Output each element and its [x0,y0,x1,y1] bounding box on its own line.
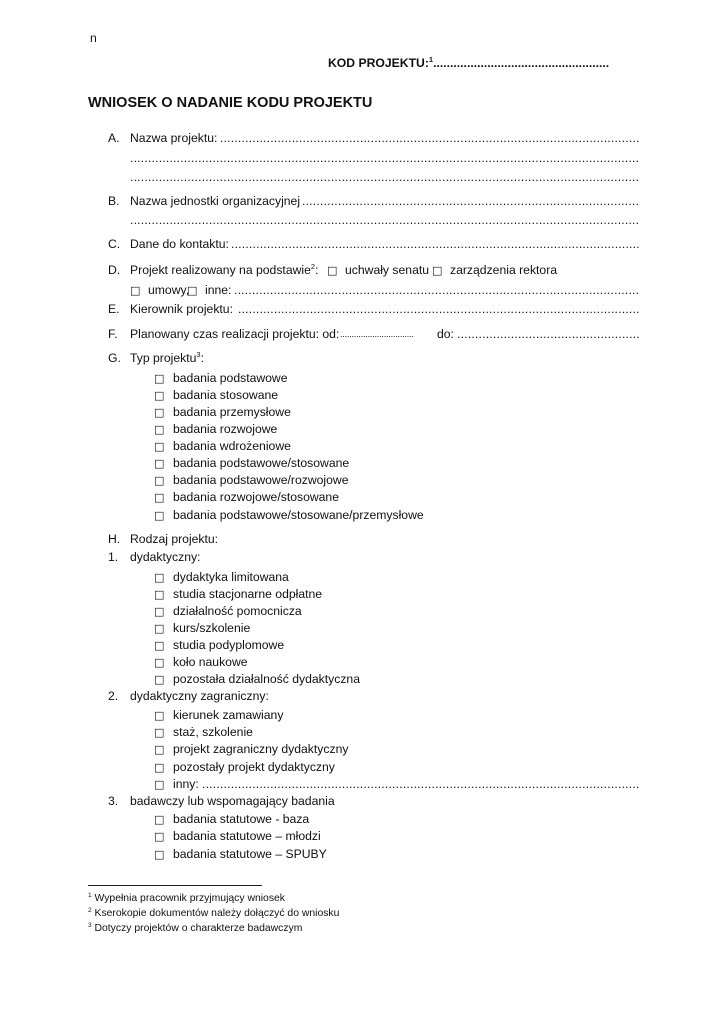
checkbox-icon[interactable]: □ [154,605,165,618]
project-type-option[interactable] [154,404,291,421]
project-type-option[interactable] [154,455,349,472]
foreign-didactic-option[interactable] [154,759,335,776]
project-type-label: badania rozwojowe [173,422,278,436]
field-g-colon: : [200,351,204,365]
didactic-option-label: kurs/szkolenie [173,621,251,635]
field-d-letter: D. [108,263,121,277]
foreign-didactic-option-label: pozostały projekt dydaktyczny [173,760,335,774]
field-h-label: Rodzaj projektu: [130,532,219,546]
basis-option-rector-label: zarządzenia rektora [450,263,558,277]
basis-option-senate[interactable] [327,262,429,279]
footnote-separator [88,885,262,886]
didactic-option[interactable] [154,620,250,637]
project-type-option[interactable] [154,438,291,455]
field-b-label: Nazwa jednostki organizacyjnej [130,194,301,208]
checkbox-icon[interactable]: □ [154,509,165,522]
project-type-option[interactable] [154,387,278,404]
didactic-option[interactable] [154,671,360,688]
field-b-letter: B. [108,194,120,208]
checkbox-icon[interactable]: □ [154,474,165,487]
project-manager-field[interactable] [238,301,639,317]
date-from-field[interactable]: ................................ [340,329,414,339]
checkbox-icon[interactable]: □ [154,639,165,652]
project-type-label: badania wdrożeniowe [173,439,291,453]
didactic-option-label: pozostała działalność dydaktyczna [173,672,360,686]
footnote-ref-3: 3 [196,350,201,359]
checkbox-icon[interactable]: □ [154,709,165,722]
project-type-option[interactable] [154,421,277,438]
footnote-ref-1: 1 [428,55,434,64]
footnote [88,907,339,920]
field-e-letter: E. [108,302,120,316]
field-d-label: Projekt realizowany na podstawie [130,263,311,277]
contact-field[interactable] [231,236,639,252]
group-2-label: dydaktyczny zagraniczny: [130,689,269,703]
project-type-option[interactable] [154,370,288,387]
project-type-label: badania rozwojowe/stosowane [173,490,339,504]
field-h-letter: H. [108,532,121,546]
project-type-option[interactable] [154,507,424,524]
basis-option-other[interactable] [187,282,231,299]
group-1-label: dydaktyczny: [130,550,201,564]
checkbox-icon[interactable]: □ [154,743,165,756]
checkbox-icon[interactable]: □ [154,622,165,635]
checkbox-icon[interactable]: □ [154,571,165,584]
project-code-label: KOD PROJEKTU: [328,56,429,70]
checkbox-icon[interactable]: □ [154,778,165,791]
checkbox-icon[interactable]: □ [154,813,165,826]
field-d-line-1 [130,262,318,278]
project-type-label: badania podstawowe [173,371,288,385]
checkbox-icon[interactable]: □ [154,588,165,601]
field-g-line [130,350,204,366]
didactic-option[interactable] [154,637,284,654]
didactic-option-label: studia stacjonarne odpłatne [173,587,323,601]
unit-name-field-2[interactable] [130,212,639,228]
didactic-option-label: dydaktyka limitowana [173,570,289,584]
checkbox-icon[interactable]: □ [154,389,165,402]
field-d-colon: : [315,263,319,277]
didactic-option-label: działalność pomocnicza [173,604,302,618]
basis-option-rector[interactable] [432,262,557,279]
didactic-option-label: koło naukowe [173,655,248,669]
field-c-letter: C. [108,237,121,251]
checkbox-icon[interactable]: □ [154,656,165,669]
research-option-label: badania statutowe – SPUBY [173,847,327,861]
page-title: WNIOSEK O NADANIE KODU PROJEKTU [88,95,373,111]
project-name-field-1[interactable] [220,130,639,146]
project-type-label: badania przemysłowe [173,405,291,419]
foreign-didactic-option-label: kierunek zamawiany [173,708,284,722]
footnote-text: Dotyczy projektów o charakterze badawczym [94,923,303,934]
checkbox-icon[interactable]: □ [154,673,165,686]
footnote [88,922,302,935]
project-code-line [328,55,609,71]
unit-name-field-1[interactable] [302,193,639,209]
project-type-option[interactable] [154,472,348,489]
checkbox-icon[interactable]: □ [130,284,141,297]
field-g-letter: G. [108,351,121,365]
footnote-ref-2: 2 [310,262,316,271]
date-to-field[interactable] [457,326,639,342]
research-option-label: badania statutowe – młodzi [173,829,321,843]
field-a-label: Nazwa projektu: [130,131,218,145]
foreign-didactic-other-field[interactable] [202,776,639,792]
didactic-option[interactable] [154,603,302,620]
basis-other-field[interactable] [234,282,639,298]
basis-option-contract[interactable] [130,282,189,299]
project-name-field-2[interactable] [130,150,639,166]
project-code-field[interactable]: .................................................... [433,56,610,70]
checkbox-icon[interactable]: □ [187,284,198,297]
foreign-didactic-option-label: staż, szkolenie [173,725,253,739]
project-type-label: badania stosowane [173,388,279,402]
field-f-label: Planowany czas realizacji projektu: od: [130,327,340,341]
checkbox-icon[interactable]: □ [154,440,165,453]
group-2-number: 2. [108,689,119,703]
project-type-option[interactable] [154,489,339,506]
checkbox-icon[interactable]: □ [154,406,165,419]
foreign-didactic-option[interactable] [154,724,253,741]
footnote-number: 2 [88,907,92,914]
checkbox-icon[interactable]: □ [154,372,165,385]
checkbox-icon[interactable]: □ [154,830,165,843]
checkbox-icon[interactable]: □ [154,457,165,470]
checkbox-icon[interactable]: □ [154,491,165,504]
checkbox-icon[interactable]: □ [154,761,165,774]
didactic-option-label: studia podyplomowe [173,638,285,652]
field-c-label: Dane do kontaktu: [130,237,229,251]
research-option-label: badania statutowe - baza [173,812,310,826]
foreign-didactic-option[interactable] [154,707,283,724]
project-type-label: badania podstawowe/stosowane [173,456,350,470]
field-g-label: Typ projektu [130,351,197,365]
checkbox-icon[interactable]: □ [154,726,165,739]
footnote [88,892,285,905]
checkbox-icon[interactable]: □ [154,423,165,436]
project-type-label: badania podstawowe/stosowane/przemysłowe [173,508,424,522]
field-f-letter: F. [108,327,118,341]
group-1-number: 1. [108,550,119,564]
checkbox-icon[interactable]: □ [432,264,443,277]
footnote-text: Kserokopie dokumentów należy dołączyć do wniosku [94,908,340,919]
field-e-label: Kierownik projektu: [130,302,233,316]
basis-option-other-label: inne: [205,283,232,297]
date-to-label: do: [437,327,454,341]
field-a-letter: A. [108,131,120,145]
group-3-number: 3. [108,794,119,808]
checkbox-icon[interactable]: □ [154,848,165,861]
group-3-label: badawczy lub wspomagający badania [130,794,335,808]
research-option[interactable] [154,846,327,863]
checkbox-icon[interactable]: □ [327,264,338,277]
basis-option-senate-label: uchwały senatu [345,263,430,277]
didactic-option[interactable] [154,654,248,671]
project-name-field-3[interactable] [130,169,639,185]
basis-option-contract-label: umowy, [148,283,190,297]
didactic-option[interactable] [154,586,322,603]
footnote-text: Wypełnia pracownik przyjmujący wniosek [94,893,285,904]
footnote-number: 3 [88,922,92,929]
foreign-didactic-option-other[interactable] [154,776,199,793]
didactic-option[interactable] [154,569,289,586]
foreign-didactic-option-label: projekt zagraniczny dydaktyczny [173,742,349,756]
research-option[interactable] [154,811,309,828]
foreign-didactic-option[interactable] [154,741,348,758]
foreign-didactic-other-label: inny: [173,777,199,791]
footnote-number: 1 [88,892,92,899]
corner-mark: n [90,31,97,45]
project-type-label: badania podstawowe/rozwojowe [173,473,349,487]
research-option[interactable] [154,828,321,845]
